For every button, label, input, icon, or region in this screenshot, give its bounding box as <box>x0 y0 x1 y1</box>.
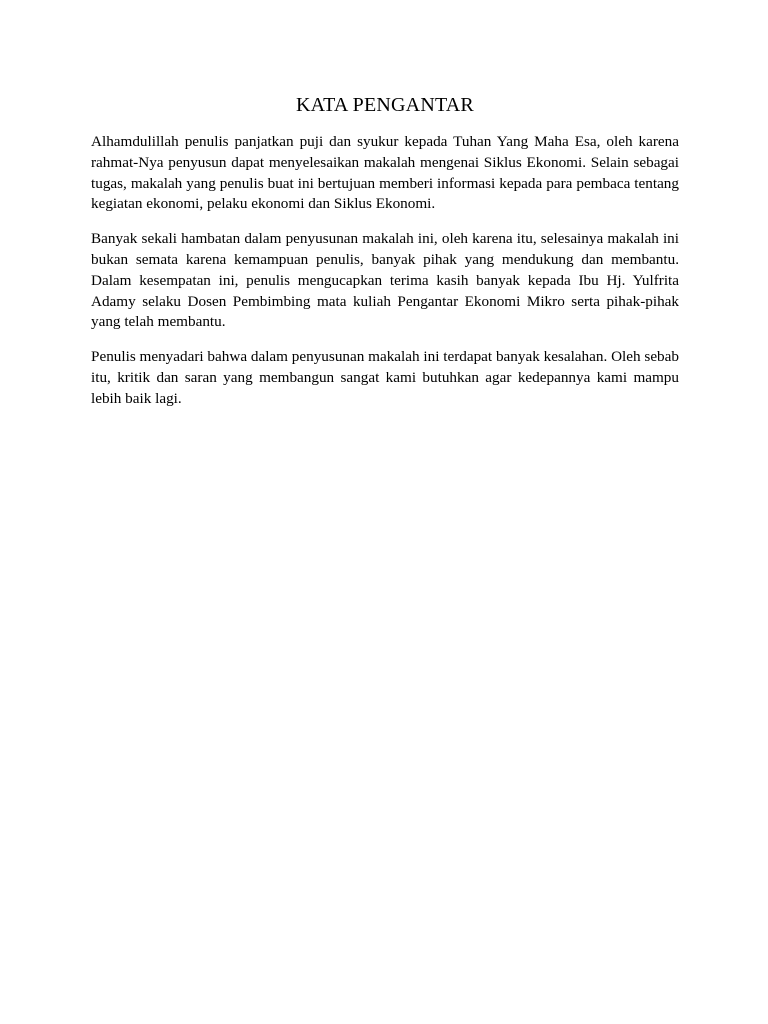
paragraph-acknowledgement: Banyak sekali hambatan dalam penyusunan makalah ini, oleh karena itu, selesainya makalah ini bukan semata karena kemampuan penulis, banyak pihak yang mendukung dan membantu. Dalam kesempatan ini, penulis mengucapkan terima kasih banyak kepada Ibu Hj. Yulfrita Adamy selaku Dosen Pembimbing mata kuliah Pengantar Ekonomi Mikro serta pihak-pihak yang telah membantu. <box>91 230 679 331</box>
page-title: KATA PENGANTAR <box>296 94 474 116</box>
paragraph-intro: Alhamdulillah penulis panjatkan puji dan syukur kepada Tuhan Yang Maha Esa, oleh karena rahmat-Nya penyusun dapat menyelesaikan makalah mengenai Siklus Ekonomi. Selain sebagai tugas, makalah yang penulis buat ini bertujuan memberi informasi kepada para pembaca tentang kegiatan ekonomi, pelaku ekonomi dan Siklus Ekonomi. <box>91 133 679 213</box>
paragraph-closing: Penulis menyadari bahwa dalam penyusunan makalah ini terdapat banyak kesalahan. Oleh sebab itu, kritik dan saran yang membangun sangat kami butuhkan agar kedepannya kami mampu lebih baik lagi. <box>91 348 679 407</box>
